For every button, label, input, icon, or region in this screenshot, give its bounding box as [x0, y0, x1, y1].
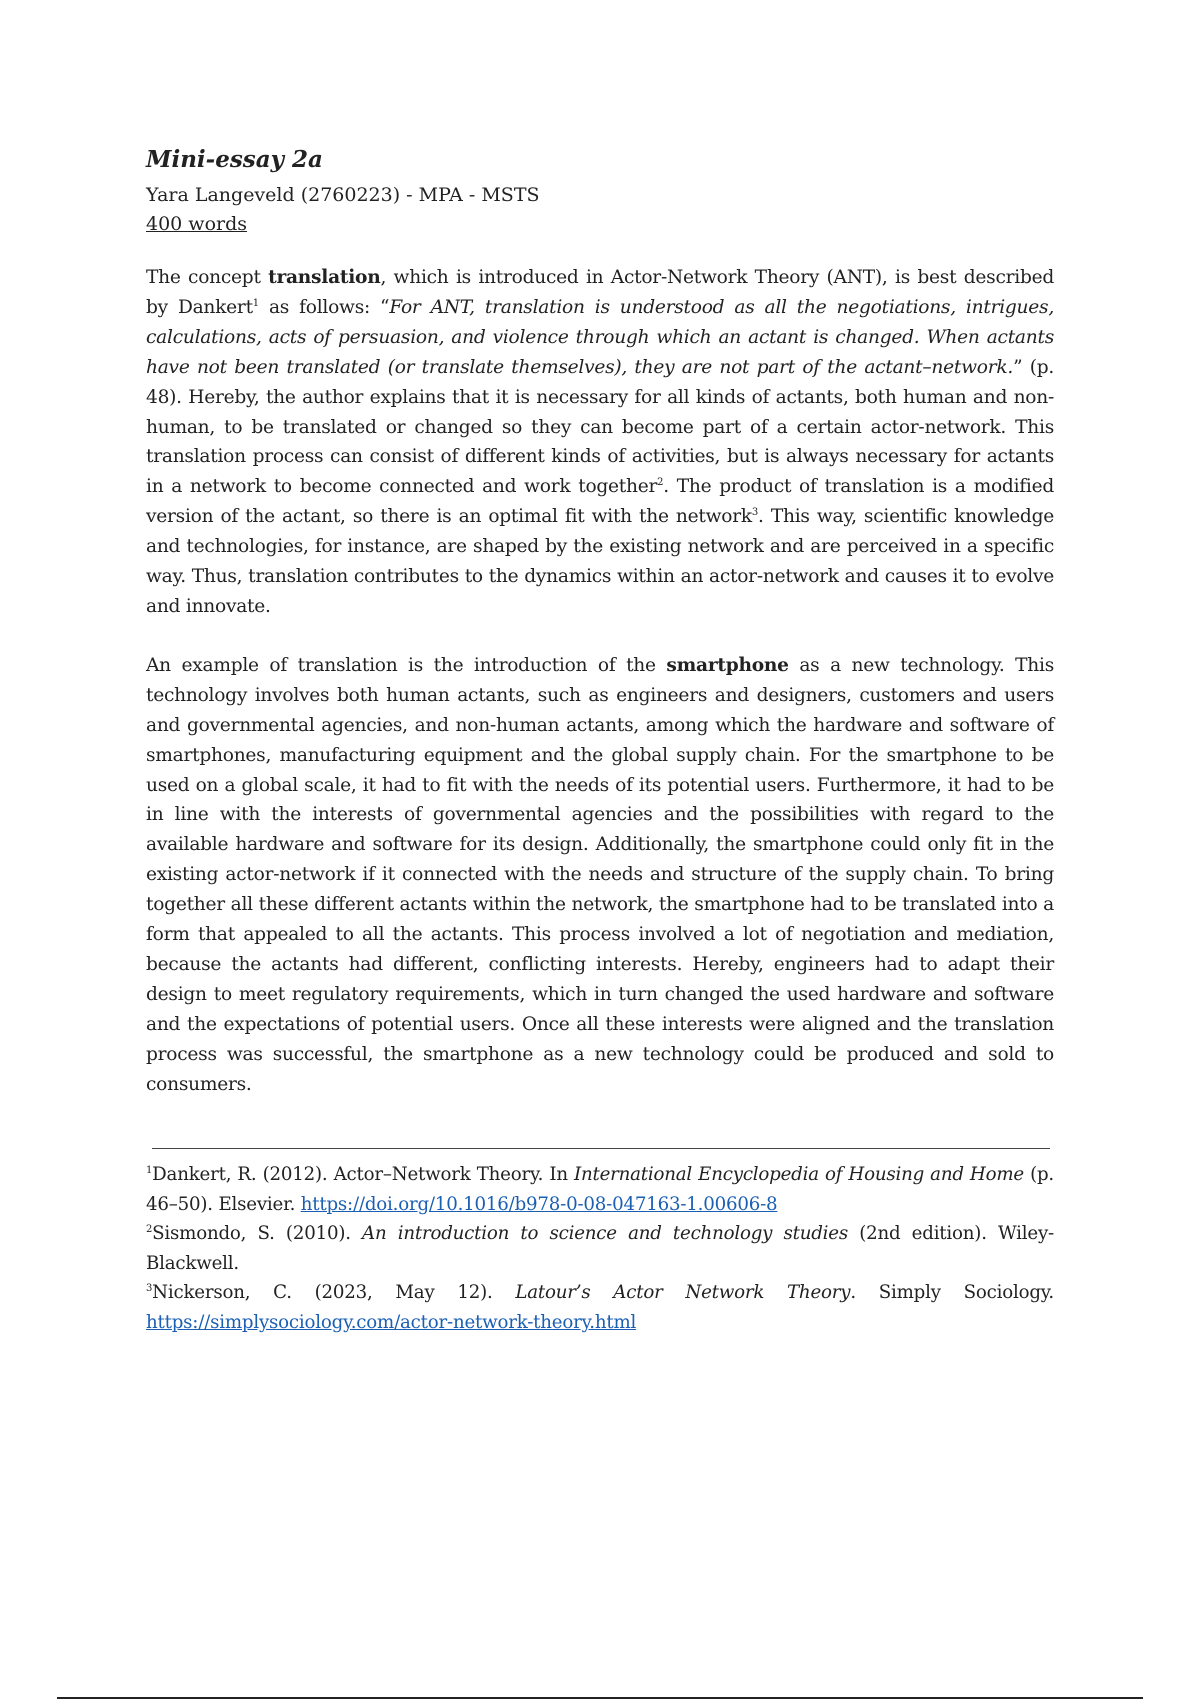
- text-span: . The product of translation is a modified version of the actant, so there is an optimal fit with the network: [146, 476, 1054, 528]
- text-span: ” (p. 48). Hereby, the author explains that it is necessary for all kinds of actants, both human and non-human, to be translated or changed so they can become part of a certain actor-network. This translation process can consist of different kinds of activities, but is always necessary for actants in a network to become connected and work together: [146, 356, 1055, 498]
- text-span: as a new technology. This technology involves both human actants, such as engineers and designers, customers and users and governmental agencies, and non-human actants, among which the hardware and software of smartphones, manufacturing equipment and the global supply chain. For the smartphone to be used on a global scale, it had to fit with the needs of its potential users. Furthermore, it had to be in line with the interests of governmental agencies and the possibilities with regard to the available hardware and software for its design. Additionally, the smartphone could only fit in the existing actor-network if it connected with the needs and structure of the supply chain. To bring together all these different actants within the network, the smartphone had to be translated into a form that appealed to all the actants. This process involved a lot of negotiation and mediation, because the actants had different, conflicting interests. Hereby, engineers had to adapt their design to meet regulatory requirements, which in turn changed the used hardware and software and the expectations of potential users. Once all these interests were aligned and the translation process was successful, the smartphone as a new technology could be produced and sold to consumers.: [146, 654, 1054, 1095]
- footnote-text: Sismondo, S. (2010).: [152, 1223, 363, 1245]
- footnote-number: 2: [146, 1224, 153, 1236]
- author-line: Yara Langeveld (2760223) - MPA - MSTS: [146, 184, 540, 206]
- text-span: . This way, scientific knowledge and technologies, for instance, are shaped by the existing network and are perceived in a specific way. Thus, translation contributes to the dynamics within an actor-network and causes it to evolve and innovate.: [146, 506, 1054, 617]
- footnote-italic-title: An introduction to science and technology studies: [362, 1223, 848, 1245]
- footnote-text: (2nd edition). Wiley-Blackwell.: [146, 1223, 1054, 1274]
- bold-term-smartphone: smartphone: [666, 654, 789, 676]
- paragraph-translation-concept: [146, 263, 1054, 622]
- footnote-text: . Simply Sociology.: [850, 1282, 1054, 1304]
- footnotes: [146, 1160, 1054, 1338]
- text-span: as follows: “: [258, 296, 390, 318]
- footnote-separator: [152, 1148, 1050, 1149]
- text-span: , which is introduced in Actor-Network Theory (ANT), is best described by Dankert: [146, 267, 1055, 318]
- footnote-text: (p. 46–50). Elsevier.: [146, 1164, 1054, 1215]
- word-count: 400 words: [146, 213, 248, 235]
- quote-italic: For ANT, translation is understood as all the negotiations, intrigues, calculations, acts of persuasion, and violence through which an actant is changed. When actants have not been translated (or translate themselves), they are not part of the actant–network.: [146, 296, 1054, 378]
- footnote-1: [146, 1160, 1054, 1219]
- footnote-ref-1: 1: [252, 297, 259, 309]
- document-body: [146, 145, 1054, 1128]
- footnote-ref-3: 3: [751, 507, 759, 519]
- page-bottom-border: [57, 1697, 1143, 1699]
- footnote-text: Nickerson, C. (2023, May 12).: [152, 1282, 516, 1304]
- footnote-italic-title: Latour’s Actor Network Theory: [515, 1282, 851, 1304]
- footnote-number: 3: [146, 1283, 153, 1295]
- footnote-number: 1: [146, 1164, 153, 1176]
- footnote-ref-2: 2: [657, 477, 664, 489]
- footnote-italic-title: International Encyclopedia of Housing and Home: [573, 1164, 1024, 1185]
- doi-link[interactable]: https://doi.org/10.1016/b978-0-08-047163-1.00606-8: [300, 1193, 778, 1215]
- text-span: An example of translation is the introduction of the: [146, 654, 667, 676]
- text-span: The concept: [146, 267, 269, 288]
- bold-term-translation: translation: [268, 267, 381, 288]
- footnote-3: [146, 1278, 1054, 1337]
- essay-title: Mini-essay 2a: [146, 146, 323, 173]
- paragraph-smartphone-example: [146, 651, 1054, 1100]
- footnote-2: [146, 1219, 1054, 1278]
- footnote-text: Dankert, R. (2012). Actor–Network Theory. In: [152, 1164, 574, 1185]
- simplysociology-link[interactable]: https://simplysociology.com/actor-network-theory.html: [146, 1311, 637, 1333]
